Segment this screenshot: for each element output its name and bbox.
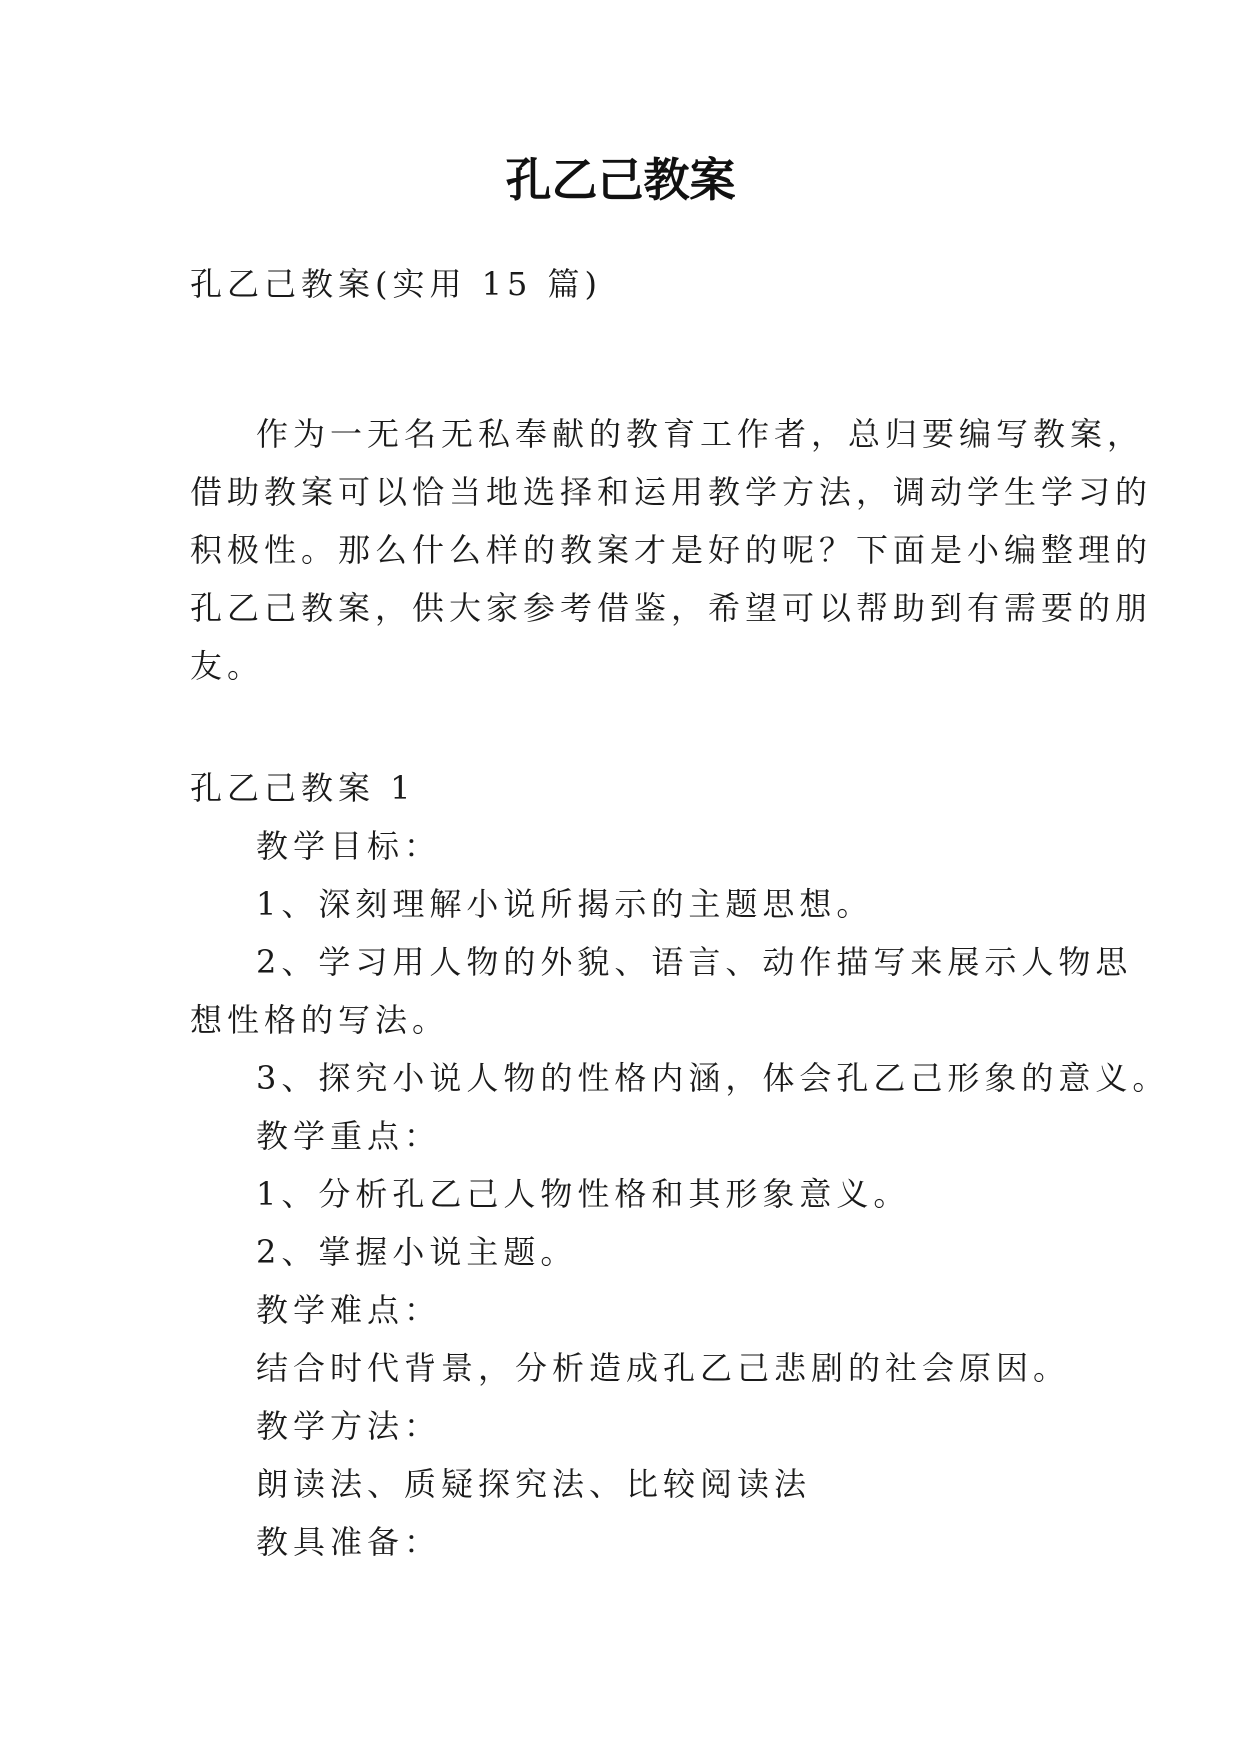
document-subtitle: 孔乙己教案(实用 15 篇) xyxy=(190,265,603,303)
body-line: 想性格的写法。 xyxy=(190,1001,450,1039)
body-line: 教学方法： xyxy=(256,1407,442,1445)
body-line: 教学重点： xyxy=(256,1117,442,1155)
body-line: 教具准备： xyxy=(256,1523,442,1561)
body-line: 1、分析孔乙己人物性格和其形象意义。 xyxy=(256,1175,911,1213)
body-line: 2、掌握小说主题。 xyxy=(256,1233,578,1271)
body-line: 朗读法、质疑探究法、比较阅读法 xyxy=(256,1465,812,1503)
body-line: 2、学习用人物的外貌、语言、动作描写来展示人物思 xyxy=(256,943,1133,981)
body-line: 3、探究小说人物的性格内涵，体会孔乙己形象的意义。 xyxy=(256,1059,1170,1097)
body-line: 教学难点： xyxy=(256,1291,442,1329)
intro-line: 友。 xyxy=(190,647,265,685)
intro-line: 借助教案可以恰当地选择和运用教学方法，调动学生学习的 xyxy=(190,473,1153,511)
intro-line: 积极性。那么什么样的教案才是好的呢？下面是小编整理的 xyxy=(190,531,1153,569)
section-heading: 孔乙己教案 1 xyxy=(190,769,416,807)
intro-line: 作为一无名无私奉献的教育工作者，总归要编写教案， xyxy=(256,415,1145,453)
document-title: 孔乙己教案 xyxy=(505,153,736,207)
body-line: 1、深刻理解小说所揭示的主题思想。 xyxy=(256,885,874,923)
intro-line: 孔乙己教案，供大家参考借鉴，希望可以帮助到有需要的朋 xyxy=(190,589,1153,627)
body-line: 结合时代背景，分析造成孔乙己悲剧的社会原因。 xyxy=(256,1349,1071,1387)
body-line: 教学目标： xyxy=(256,827,442,865)
